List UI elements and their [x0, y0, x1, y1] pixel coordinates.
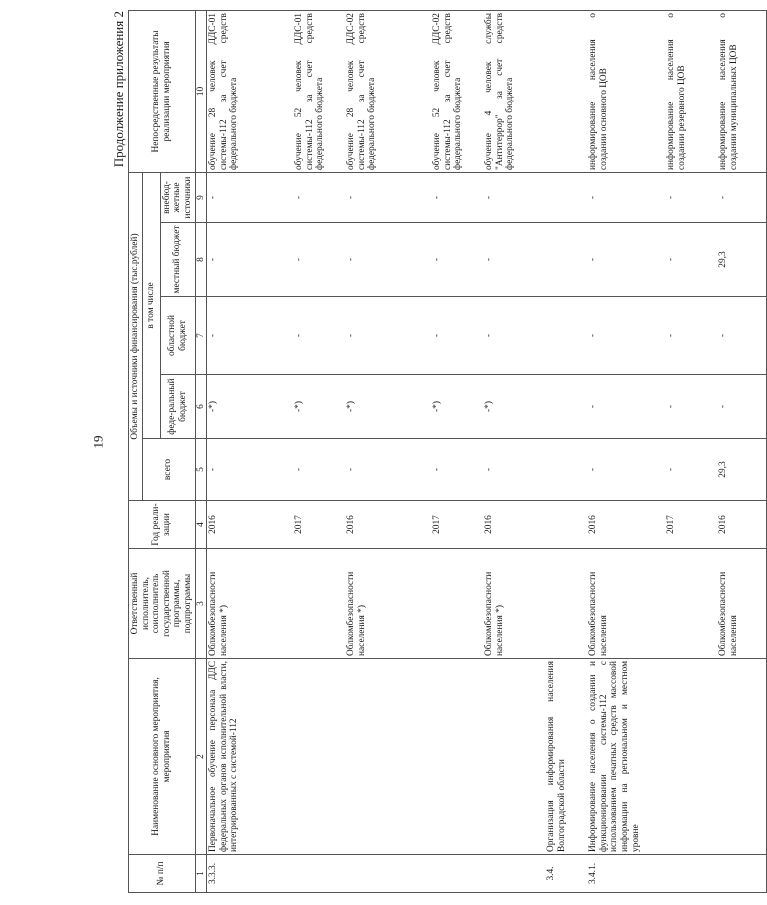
cell-no [717, 855, 767, 893]
cell-year: 2016 [717, 501, 767, 549]
cell-extra: - [587, 173, 665, 223]
cell-local: - [483, 223, 545, 297]
cell-executor [545, 549, 587, 659]
cell-extra [545, 173, 587, 223]
cell-results [545, 11, 587, 173]
cell-name [483, 659, 545, 855]
cell-name [293, 659, 345, 855]
cell-no: 3.3.3. [207, 855, 293, 893]
cell-results: обучение 28 человек ДДС-01 системы-112 за счет средств федерального бюджета [207, 11, 293, 173]
cell-results: информирование населения о создании муниципальных ЦОВ [717, 11, 767, 173]
cell-total: - [665, 439, 717, 501]
column-number: 1 [195, 855, 207, 893]
cell-regional: - [717, 297, 767, 375]
cell-no [345, 855, 431, 893]
cell-results: обучение 52 человек ДДС-02 системы-112 за счет средств федерального бюджета [431, 11, 483, 173]
column-number-row [195, 11, 207, 893]
continuation-note: Продолжение приложения 2 [111, 11, 126, 168]
cell-local: 29,3 [717, 223, 767, 297]
cell-no: 3.4. [545, 855, 587, 893]
cell-year: 2016 [345, 501, 431, 549]
table-row [587, 11, 665, 893]
table-row [717, 11, 767, 893]
cell-federal: - [587, 375, 665, 439]
cell-year: 2017 [665, 501, 717, 549]
cell-regional: - [345, 297, 431, 375]
column-number: 6 [195, 375, 207, 439]
cell-total: - [587, 439, 665, 501]
cell-name [431, 659, 483, 855]
column-number: 2 [195, 659, 207, 855]
cell-federal: -*) [431, 375, 483, 439]
table-row [665, 11, 717, 893]
cell-local: - [207, 223, 293, 297]
cell-regional: - [293, 297, 345, 375]
document-sheet [111, 11, 739, 893]
cell-results: обучение 4 человек службы "Антитеррор" за счет средств федерального бюджета [483, 11, 545, 173]
column-number: 8 [195, 223, 207, 297]
header-federal: феде-ральный бюджет [160, 375, 195, 439]
cell-regional: - [431, 297, 483, 375]
cell-year: 2017 [293, 501, 345, 549]
cell-extra: - [665, 173, 717, 223]
cell-no [431, 855, 483, 893]
table-row [207, 11, 293, 893]
cell-total: - [293, 439, 345, 501]
header-including: в том числе [142, 173, 160, 439]
cell-year: 2016 [483, 501, 545, 549]
cell-executor: Облкомбезопасности населения *) [345, 549, 431, 659]
cell-extra: - [293, 173, 345, 223]
cell-local: - [665, 223, 717, 297]
cell-regional: - [665, 297, 717, 375]
header-name: Наименование основного мероприятия, мероприятия [129, 659, 196, 855]
cell-federal: -*) [345, 375, 431, 439]
cell-regional [545, 297, 587, 375]
cell-extra: - [431, 173, 483, 223]
cell-total: 29,3 [717, 439, 767, 501]
header-results: Непосредственные результаты реализации мероприятия [129, 11, 196, 173]
cell-local [545, 223, 587, 297]
column-number: 5 [195, 439, 207, 501]
cell-federal: -*) [207, 375, 293, 439]
header-local: местный бюджет [160, 223, 195, 297]
cell-local: - [345, 223, 431, 297]
header-extra: внебюд-жетные источники [160, 173, 195, 223]
cell-regional: - [483, 297, 545, 375]
header-total: всего [142, 439, 195, 501]
column-number: 3 [195, 549, 207, 659]
cell-federal: - [717, 375, 767, 439]
table-row [431, 11, 483, 893]
header-year: Год реали-зации [129, 501, 196, 549]
cell-results: обучение 28 человек ДДС-02 системы-112 за счет средств федерального бюджета [345, 11, 431, 173]
cell-results: информирование населения о создании резервного ЦОВ [665, 11, 717, 173]
cell-name [345, 659, 431, 855]
cell-year: 2017 [431, 501, 483, 549]
cell-no [483, 855, 545, 893]
cell-name: Информирование населения о создании и функционировании системы-112 с использованием печатных средств массовой информации на региональном и местном уровне [587, 659, 665, 855]
cell-local: - [431, 223, 483, 297]
cell-local: - [293, 223, 345, 297]
cell-year: 2016 [587, 501, 665, 549]
cell-no [665, 855, 717, 893]
column-number: 9 [195, 173, 207, 223]
cell-total: - [483, 439, 545, 501]
header-funding: Объемы и источники финансирования (тыс.рублей) [129, 173, 143, 501]
cell-name: Организация информирования населения Волгоградской области [545, 659, 587, 855]
cell-federal: -*) [293, 375, 345, 439]
cell-federal: - [665, 375, 717, 439]
cell-year [545, 501, 587, 549]
table-row [345, 11, 431, 893]
cell-total [545, 439, 587, 501]
cell-executor: Облкомбезопасности населения [587, 549, 665, 659]
page-number: 19 [90, 435, 106, 449]
cell-extra: - [483, 173, 545, 223]
header-executor: Ответственный исполнитель, соисполнитель государственной программы, подпрограммы [129, 549, 196, 659]
cell-executor [293, 549, 345, 659]
header-no: № п/п [129, 855, 196, 893]
cell-total: - [431, 439, 483, 501]
cell-regional: - [587, 297, 665, 375]
cell-federal: -*) [483, 375, 545, 439]
table-row [293, 11, 345, 893]
program-table [128, 10, 767, 893]
cell-name [665, 659, 717, 855]
header-regional: областной бюджет [160, 297, 195, 375]
cell-total: - [345, 439, 431, 501]
cell-executor [665, 549, 717, 659]
cell-no: 3.4.1. [587, 855, 665, 893]
cell-regional: - [207, 297, 293, 375]
cell-extra: - [207, 173, 293, 223]
cell-year: 2016 [207, 501, 293, 549]
cell-federal [545, 375, 587, 439]
cell-executor: Облкомбезопасности населения *) [483, 549, 545, 659]
cell-local: - [587, 223, 665, 297]
table-row [545, 11, 587, 893]
cell-executor: Облкомбезопасности населения [717, 549, 767, 659]
cell-name: Первоначальное обучение персонала ДДС федеральных органов исполнительной власти, интегрированных с системой-112 [207, 659, 293, 855]
cell-results: информирование населения о создании основного ЦОВ [587, 11, 665, 173]
cell-name [717, 659, 767, 855]
cell-executor: Облкомбезопасности населения *) [207, 549, 293, 659]
cell-extra: - [717, 173, 767, 223]
column-number: 4 [195, 501, 207, 549]
cell-total: - [207, 439, 293, 501]
column-number: 10 [195, 11, 207, 173]
cell-executor [431, 549, 483, 659]
cell-results: обучение 52 человек ДДС-01 системы-112 за счет средств федерального бюджета [293, 11, 345, 173]
column-number: 7 [195, 297, 207, 375]
cell-no [293, 855, 345, 893]
cell-extra: - [345, 173, 431, 223]
table-row [483, 11, 545, 893]
